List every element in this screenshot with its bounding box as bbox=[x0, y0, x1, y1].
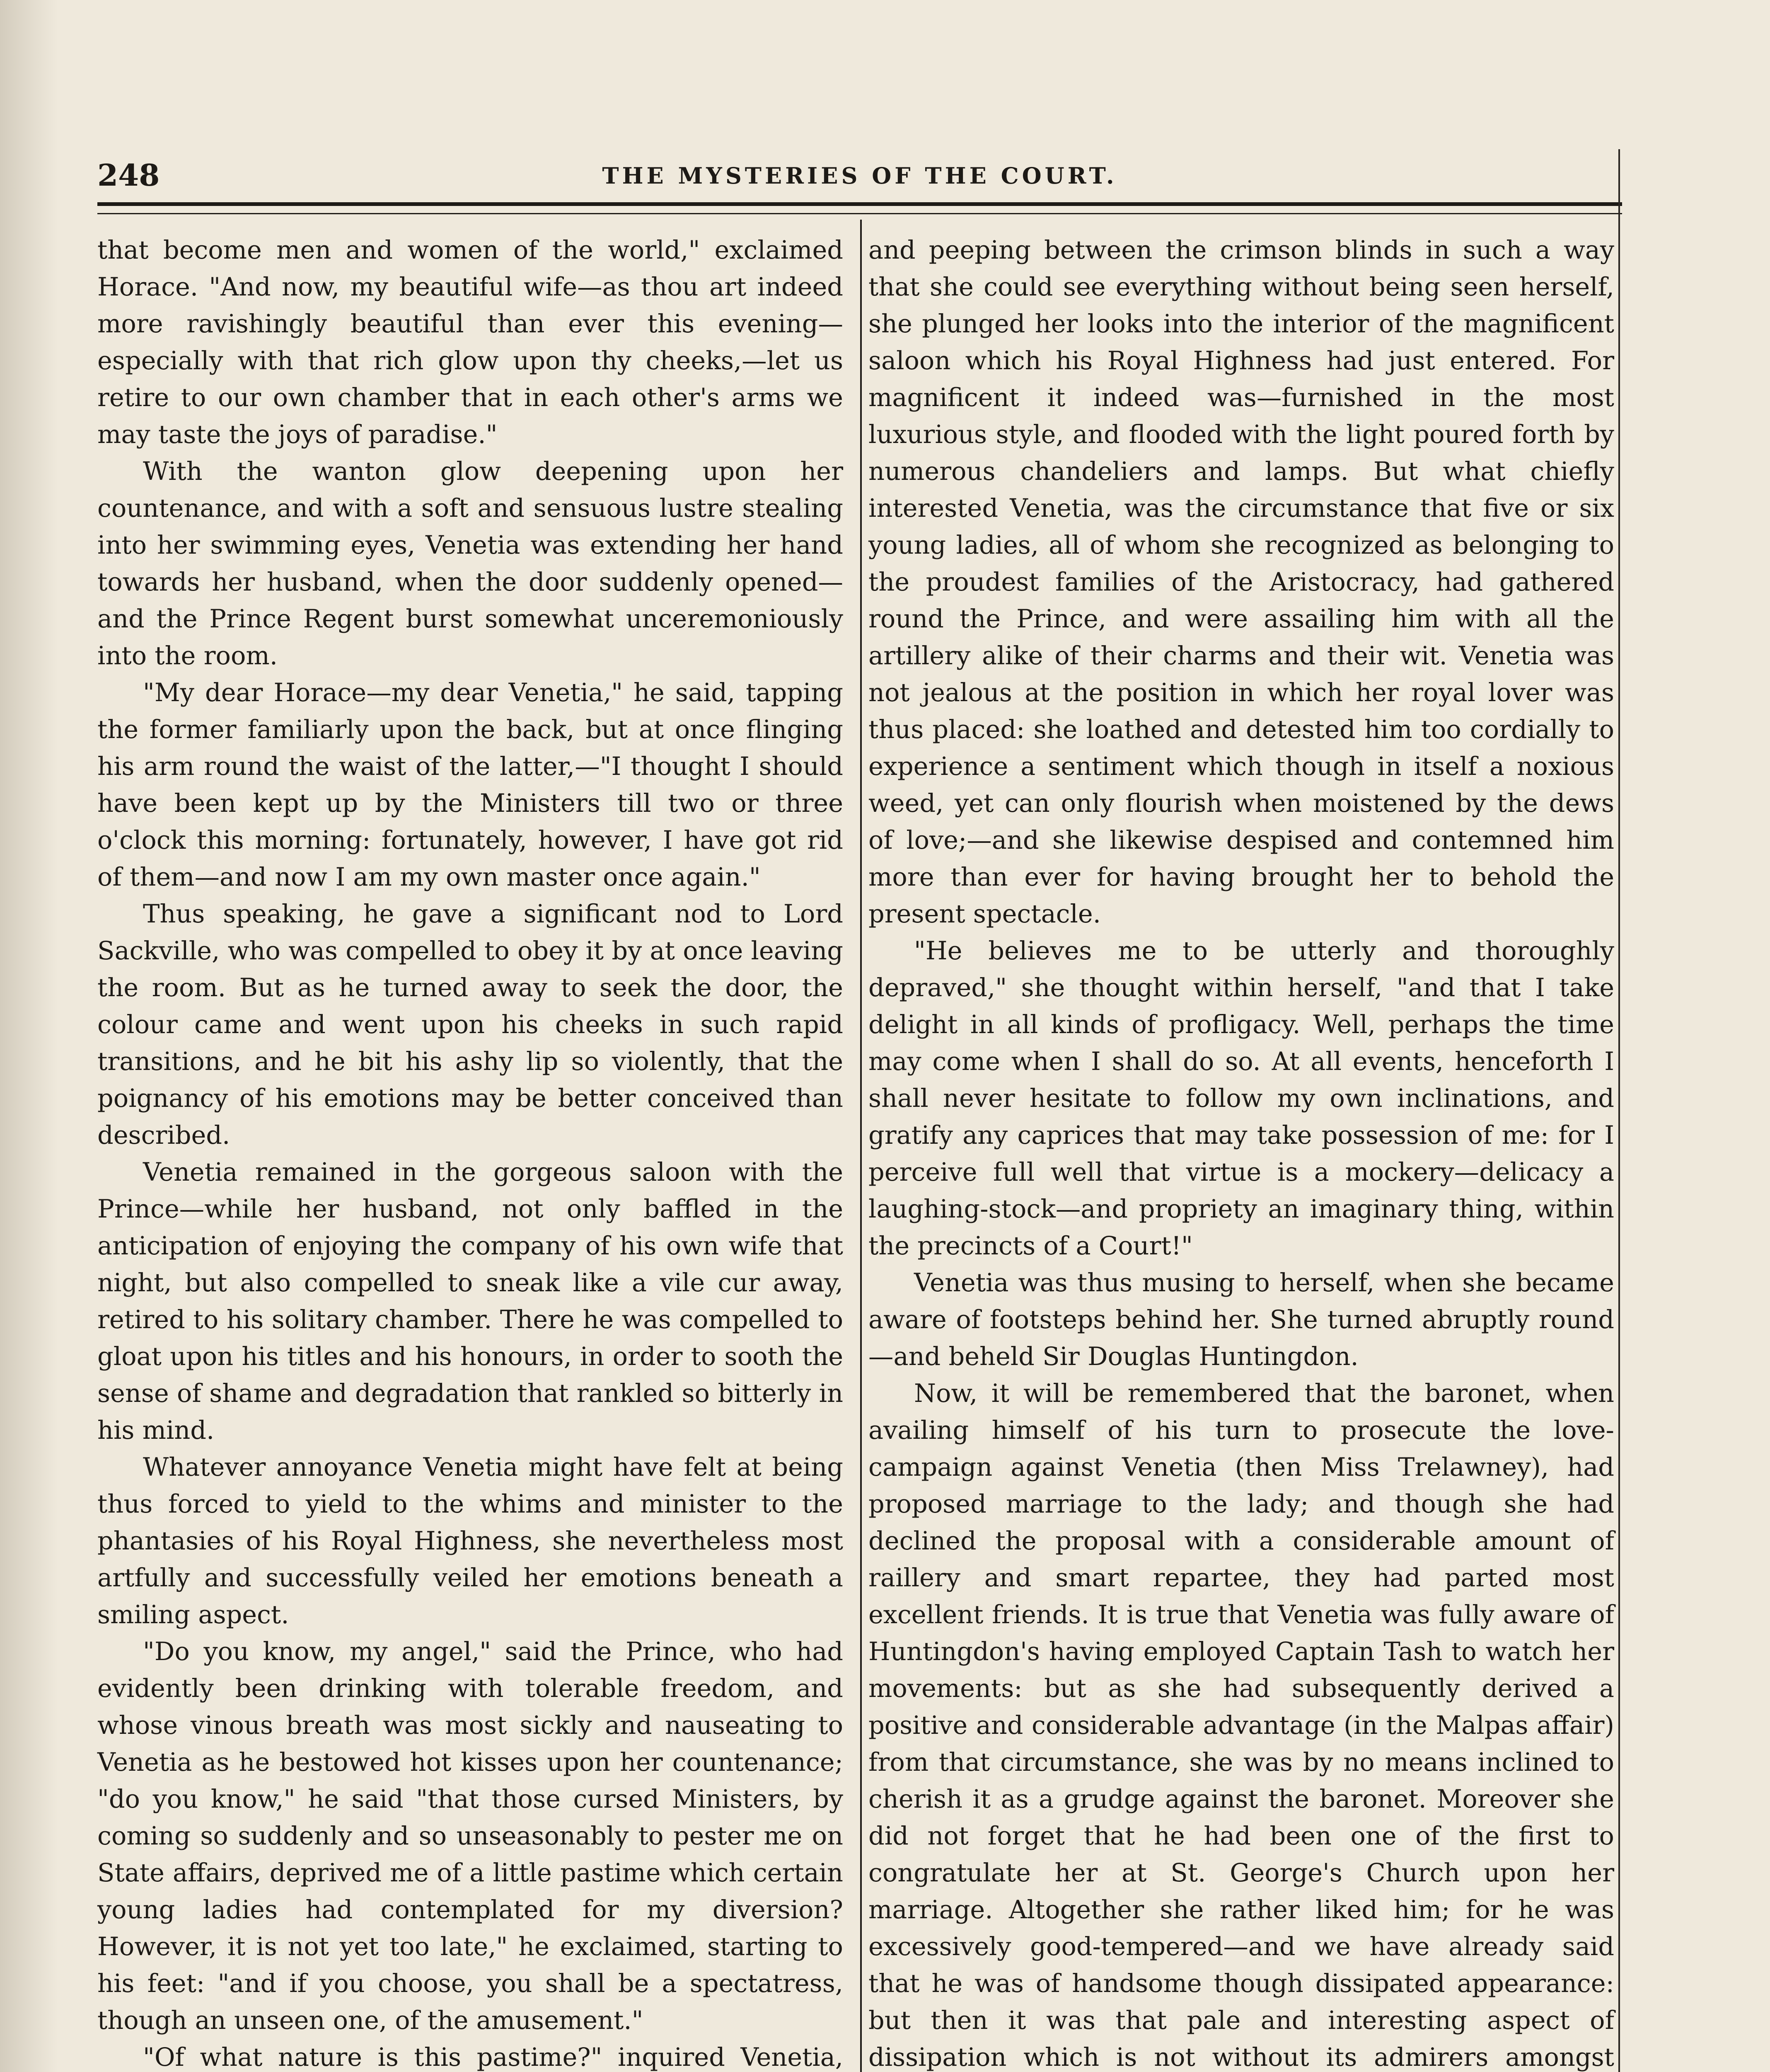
paragraph: and peeping between the crimson blinds in such a way that she could see everything without being seen herself, she plunged her looks into the interior of the magnificent saloon which his Royal Highness had just entered. For magnificent it indeed was—furnished in the most luxurious style, and flooded with the light poured forth by numerous chandeliers and lamps. But what chiefly interested Venetia, was the circumstance that five or six young ladies, all of whom she recognized as belonging to the proudest families of the Aristocracy, had gathered round the Prince, and were assailing him with all the artillery alike of their charms and their wit. Venetia was not jealous at the position in which her royal lover was thus placed: she loathed and detested him too cordially to experience a sentiment which though in itself a noxious weed, yet can only flourish when moistened by the dews of love;—and she likewise despised and contemned him more than ever for having brought her to behold the present spectacle. bbox=[868, 236, 1614, 929]
paragraph: Thus speaking, he gave a significant nod to Lord Sackville, who was compelled to obey it by at once leaving the room. But as he turned away to seek the door, the colour came and went upon his cheeks in such rapid transitions, and he bit his ashy lip so violently, that the poignancy of his emotions may be better conceived than described. bbox=[97, 900, 843, 1150]
page-right-border bbox=[1618, 149, 1620, 2072]
paragraph: "He believes me to be utterly and thoroughly depraved," she thought within herself, "and that I take delight in all kinds of profligacy. Well, perhaps the time may come when I shall do so. At all events, henceforth I shall never hesitate to follow my own inclinations, and gratify any caprices that may take possession of me: for I perceive full well that virtue is a mockery—delicacy a laughing-stock—and propriety an imaginary thing, within the precincts of a Court!" bbox=[868, 937, 1614, 1261]
page-number: 248 bbox=[97, 157, 160, 193]
header-rule-thick bbox=[97, 202, 1622, 206]
paragraph: Now, it will be remembered that the baronet, when availing himself of his turn to prosecute the love-campaign against Venetia (then Miss Trelawney), had proposed marriage to the lady; and though she had declined the proposal with a considerable amount of raillery and smart repartee, they had parted most excellent friends. It is true that Venetia was fully aware of Huntingdon's having employed Captain Tash to watch her movements: but as she had subsequently derived a positive and considerable advantage (in the Malpas affair) from that circumstance, she was by no means inclined to cherish it as a grudge against the baronet. Moreover she did not forget that he had been one of the first to congratulate her at St. George's Church upon her marriage. Altogether she rather liked him; for he was excessively good-tempered—and we have already said that he was of handsome though dissipated appearance: but then it was that pale and interesting aspect of dissipation which is not without its admirers amongst bbox=[868, 1379, 1614, 2072]
paragraph: "Of what nature is this pastime?" inquired Venetia, bbox=[143, 2043, 843, 2072]
paragraph: that become men and women of the world," exclaimed Horace. "And now, my beautiful wife—as thou art indeed more ravishingly beautiful than ever this evening—especially with that rich glow upon thy cheeks,—let us retire to our own chamber that in each other's arms we may taste the joys of paradise." bbox=[97, 236, 843, 449]
paragraph: "My dear Horace—my dear Venetia," he said, tapping the former familiarly upon the back, but at once flinging his arm round the waist of the latter,—"I thought I should have been kept up by the Ministers till two or three o'clock this morning: fortunately, however, I have got rid of them—and now I am my own master once again." bbox=[97, 678, 843, 892]
right-column bbox=[868, 232, 1614, 2072]
running-title: THE MYSTERIES OF THE COURT. bbox=[602, 162, 1117, 189]
paragraph: Whatever annoyance Venetia might have felt at being thus forced to yield to the whims and minister to the phantasies of his Royal Highness, she nevertheless most artfully and successfully veiled her emotions beneath a smiling aspect. bbox=[97, 1453, 843, 1629]
page-gutter-shadow bbox=[0, 0, 58, 2072]
paragraph: "Do you know, my angel," said the Prince, who had evidently been drinking with tolerable freedom, and whose vinous breath was most sickly and nauseating to Venetia as he bestowed hot kisses upon her countenance; "do you know," he said "that those cursed Ministers, by coming so suddenly and so unseasonably to pester me on State affairs, deprived me of a little pastime which certain young ladies had contemplated for my diversion? However, it is not yet too late," he exclaimed, starting to his feet: "and if you choose, you shall be a spectatress, though an unseen one, of the amusement." bbox=[97, 1637, 843, 2035]
paragraph: Venetia was thus musing to herself, when she became aware of footsteps behind her. She turned abruptly round—and beheld Sir Douglas Huntingdon. bbox=[868, 1268, 1614, 1371]
column-divider bbox=[860, 220, 862, 2072]
header-rule-thin bbox=[97, 213, 1622, 214]
paragraph: With the wanton glow deepening upon her countenance, and with a soft and sensuous lustre stealing into her swimming eyes, Venetia was extending her hand towards her husband, when the door suddenly opened—and the Prince Regent burst somewhat unceremoniously into the room. bbox=[97, 457, 843, 670]
page-header bbox=[97, 157, 1622, 195]
left-column bbox=[97, 232, 843, 2072]
paragraph: Venetia remained in the gorgeous saloon with the Prince—while her husband, not only baffled in the anticipation of enjoying the company of his own wife that night, but also compelled to sneak like a vile cur away, retired to his solitary chamber. There he was compelled to gloat upon his titles and his honours, in order to sooth the sense of shame and degradation that rankled so bitterly in his mind. bbox=[97, 1158, 843, 1445]
